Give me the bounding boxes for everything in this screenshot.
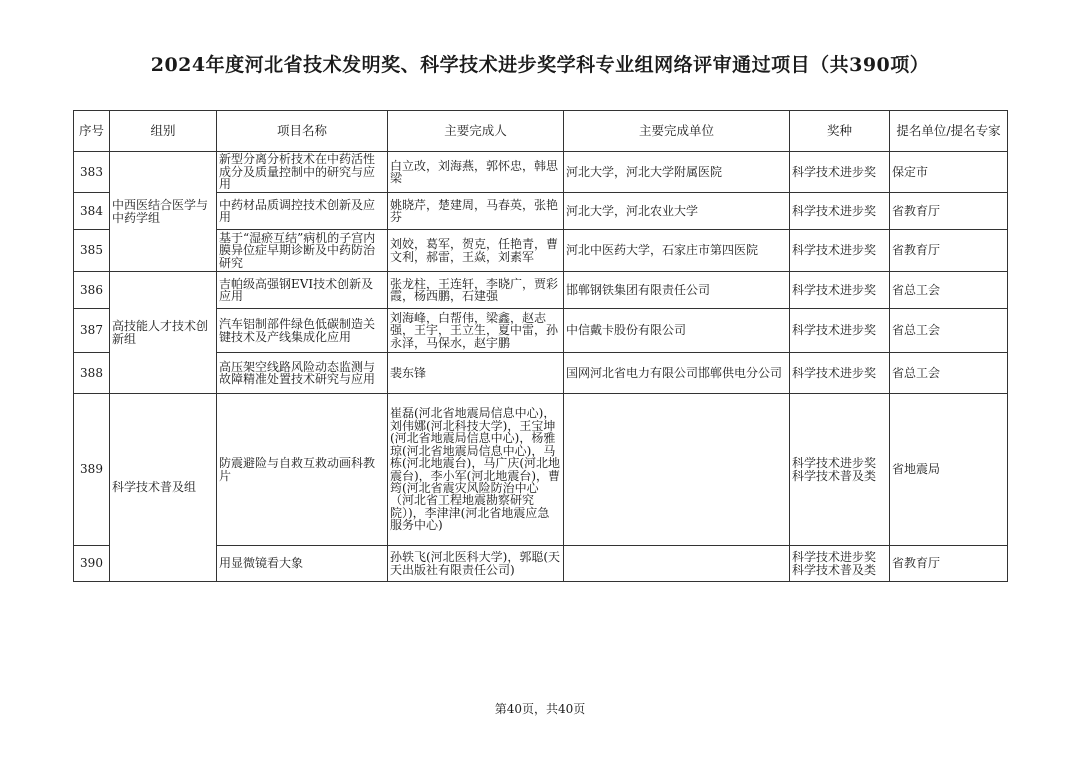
project-name: 防震避险与自救互救动画科教片	[217, 394, 388, 546]
nominator: 省教育厅	[890, 546, 1008, 582]
row-number: 384	[74, 193, 110, 230]
main-persons: 姚晓芹，楚建周，马春英，张艳芬	[388, 193, 564, 230]
nominator: 保定市	[890, 152, 1008, 193]
projects-table	[73, 110, 1008, 582]
column-header: 组别	[110, 111, 217, 152]
main-units	[564, 546, 790, 582]
row-number: 387	[74, 309, 110, 353]
main-units: 中信戴卡股份有限公司	[564, 309, 790, 353]
column-header: 主要完成人	[388, 111, 564, 152]
nominator: 省地震局	[890, 394, 1008, 546]
column-header: 奖种	[790, 111, 890, 152]
project-name: 新型分离分析技术在中药活性成分及质量控制中的研究与应用	[217, 152, 388, 193]
column-header: 项目名称	[217, 111, 388, 152]
row-number: 388	[74, 353, 110, 394]
group-cell: 中西医结合医学与中药学组	[110, 152, 217, 272]
project-name: 高压架空线路风险动态监测与故障精准处置技术研究与应用	[217, 353, 388, 394]
group-cell: 高技能人才技术创新组	[110, 272, 217, 394]
project-name: 汽车铝制部件绿色低碳制造关键技术及产线集成化应用	[217, 309, 388, 353]
main-units: 河北大学，河北农业大学	[564, 193, 790, 230]
main-persons: 刘海峰，白帮伟，梁鑫，赵志强，王宇，王立生，夏中雷，孙永泽，马保水，赵宇鹏	[388, 309, 564, 353]
column-header: 提名单位/提名专家	[890, 111, 1008, 152]
award-type: 科学技术进步奖 科学技术普及类	[790, 394, 890, 546]
table-row	[74, 152, 1008, 193]
main-units: 邯郸钢铁集团有限责任公司	[564, 272, 790, 309]
row-number: 390	[74, 546, 110, 582]
award-type: 科学技术进步奖	[790, 193, 890, 230]
table-row	[74, 272, 1008, 309]
row-number: 385	[74, 230, 110, 272]
nominator: 省总工会	[890, 272, 1008, 309]
main-persons: 崔磊(河北省地震局信息中心)，刘伟娜(河北科技大学)，王宝坤(河北省地震局信息中心)，杨雅琼(河北省地震局信息中心)，马栋(河北地震台)，马广庆(河北地震台)，李小军(河北地震台)，曹筠(河北省震灾风险防治中心（河北省工程地震勘察研究院）)，李津津(河北省地震应急服务中心)	[388, 394, 564, 546]
nominator: 省教育厅	[890, 230, 1008, 272]
award-type: 科学技术进步奖	[790, 272, 890, 309]
project-name: 吉帕级高强钢EVI技术创新及应用	[217, 272, 388, 309]
award-type: 科学技术进步奖	[790, 152, 890, 193]
award-type: 科学技术进步奖 科学技术普及类	[790, 546, 890, 582]
main-persons: 孙轶飞(河北医科大学)，郭聪(天天出版社有限责任公司)	[388, 546, 564, 582]
page-footer: 第40页，共40页	[494, 702, 586, 716]
main-persons: 裴东锋	[388, 353, 564, 394]
main-units: 河北中医药大学，石家庄市第四医院	[564, 230, 790, 272]
main-units: 国网河北省电力有限公司邯郸供电分公司	[564, 353, 790, 394]
project-name: 中药材品质调控技术创新及应用	[217, 193, 388, 230]
award-type: 科学技术进步奖	[790, 230, 890, 272]
nominator: 省教育厅	[890, 193, 1008, 230]
award-type: 科学技术进步奖	[790, 353, 890, 394]
main-persons: 白立改，刘海燕，郭怀忠，韩思梁	[388, 152, 564, 193]
main-units	[564, 394, 790, 546]
page-title: 2024年度河北省技术发明奖、科学技术进步奖学科专业组网络评审通过项目（共390项）	[150, 54, 930, 76]
nominator: 省总工会	[890, 353, 1008, 394]
nominator: 省总工会	[890, 309, 1008, 353]
table-row	[74, 394, 1008, 546]
group-cell: 科学技术普及组	[110, 394, 217, 582]
row-number: 386	[74, 272, 110, 309]
project-name: 基于“湿瘀互结”病机的子宫内膜异位症早期诊断及中药防治研究	[217, 230, 388, 272]
main-units: 河北大学，河北大学附属医院	[564, 152, 790, 193]
table-header-row	[74, 111, 1008, 152]
row-number: 383	[74, 152, 110, 193]
main-persons: 张龙柱，王连轩，李晓广，贾彩霞，杨西鹏，石建强	[388, 272, 564, 309]
award-type: 科学技术进步奖	[790, 309, 890, 353]
main-persons: 刘姣，葛军，贺克，任艳青，曹文利，郝雷，王焱，刘素军	[388, 230, 564, 272]
row-number: 389	[74, 394, 110, 546]
column-header: 序号	[74, 111, 110, 152]
project-name: 用显微镜看大象	[217, 546, 388, 582]
column-header: 主要完成单位	[564, 111, 790, 152]
